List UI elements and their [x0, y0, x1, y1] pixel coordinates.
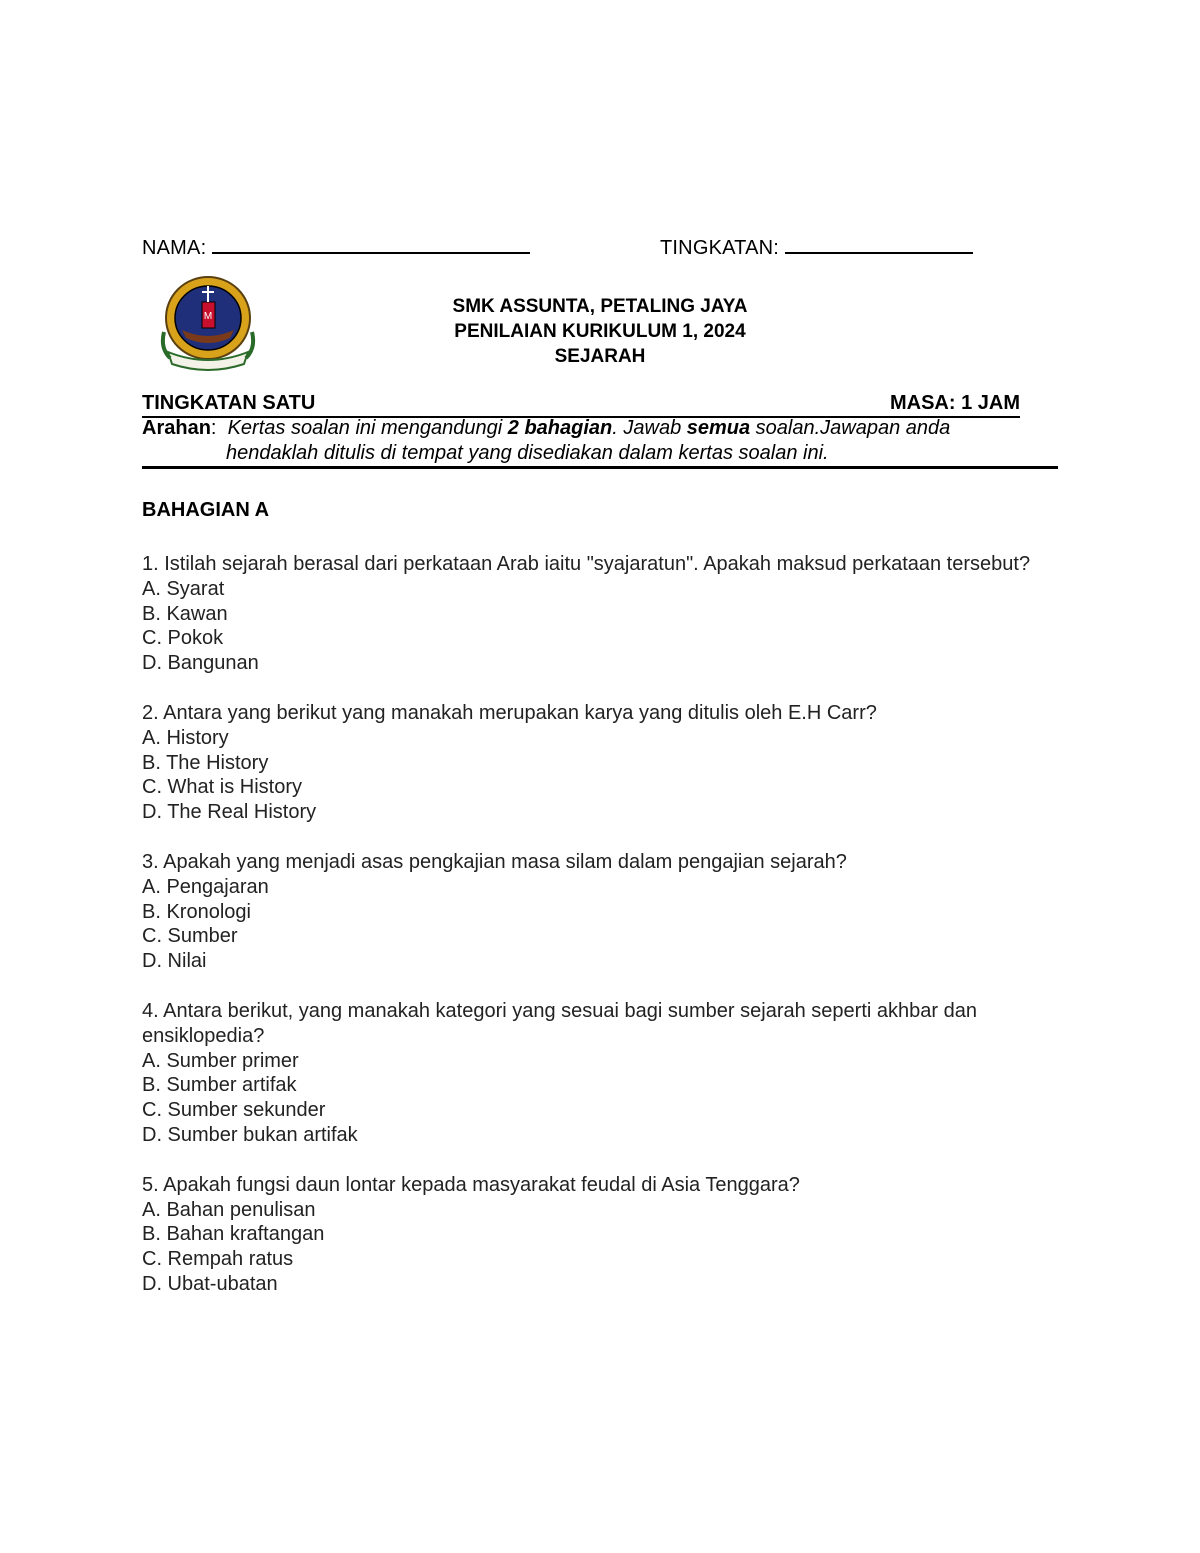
question-text: 2. Antara yang berikut yang manakah merupakan karya yang ditulis oleh E.H Carr? [142, 701, 877, 724]
svg-text:M: M [203, 311, 213, 322]
option-c[interactable]: C. Rempah ratus [142, 1248, 294, 1271]
exam-duration: MASA: 1 JAM [889, 392, 1020, 414]
tingkatan-field [660, 232, 973, 260]
option-a[interactable]: A. History [142, 726, 229, 749]
instructions-part2: . Jawab [612, 417, 687, 439]
header-divider [142, 466, 1058, 469]
option-a[interactable]: A. Pengajaran [142, 875, 269, 898]
option-c[interactable]: C. What is History [142, 776, 303, 799]
instructions [142, 416, 1042, 466]
exam-level: TINGKATAN SATU [142, 392, 316, 414]
question-5 [142, 1173, 1062, 1297]
option-d[interactable]: D. Nilai [142, 950, 207, 973]
exam-info-row [142, 392, 1020, 418]
section-title: BAHAGIAN A [142, 499, 270, 521]
option-d[interactable]: D. Sumber bukan artifak [142, 1123, 358, 1146]
option-b[interactable]: B. The History [142, 751, 269, 774]
question-3 [142, 850, 1062, 974]
option-c[interactable]: C. Pokok [142, 627, 224, 650]
option-a[interactable]: A. Syarat [142, 577, 225, 600]
option-a[interactable]: A. Bahan penulisan [142, 1198, 316, 1221]
subject-title: SEJARAH [554, 346, 646, 367]
question-1 [142, 552, 1062, 676]
question-text: 5. Apakah fungsi daun lontar kepada masyarakat feudal di Asia Tenggara? [142, 1173, 800, 1196]
question-text: 1. Istilah sejarah berasal dari perkataan Arab iaitu "syajaratun". Apakah maksud perkataan tersebut? [142, 553, 1031, 575]
nama-label: NAMA: [142, 237, 207, 259]
question-text: 4. Antara berikut, yang manakah kategori yang sesuai bagi sumber sejarah seperti akhbar dan ensiklopedia? [142, 999, 977, 1047]
option-a[interactable]: A. Sumber primer [142, 1049, 299, 1072]
option-c[interactable]: C. Sumber [142, 925, 238, 948]
tingkatan-label: TINGKATAN: [660, 237, 780, 259]
instructions-part1: Kertas soalan ini mengandungi [227, 417, 508, 439]
option-d[interactable]: D. Bangunan [142, 652, 259, 675]
instructions-line2: hendaklah ditulis di tempat yang disediakan dalam kertas soalan ini. [226, 442, 829, 464]
tingkatan-blank-line[interactable] [785, 232, 973, 254]
school-crest-logo-icon [160, 272, 256, 372]
option-c[interactable]: C. Sumber sekunder [142, 1099, 326, 1122]
instructions-bold2: semua [686, 417, 751, 439]
instructions-part3: soalan.Jawapan anda [750, 417, 951, 439]
instructions-colon: : [210, 417, 217, 439]
option-d[interactable]: D. Ubat-ubatan [142, 1272, 278, 1295]
instructions-bold1: 2 bahagian [507, 417, 613, 439]
school-heading [360, 294, 840, 369]
option-b[interactable]: B. Kawan [142, 602, 228, 625]
question-2 [142, 701, 1062, 825]
option-b[interactable]: B. Kronologi [142, 900, 251, 923]
question-text: 3. Apakah yang menjadi asas pengkajian masa silam dalam pengajian sejarah? [142, 850, 847, 873]
nama-field [142, 232, 530, 260]
option-b[interactable]: B. Bahan kraftangan [142, 1223, 325, 1246]
assessment-title: PENILAIAN KURIKULUM 1, 2024 [454, 321, 746, 342]
question-list [142, 552, 1062, 1322]
school-name: SMK ASSUNTA, PETALING JAYA [452, 296, 748, 317]
option-d[interactable]: D. The Real History [142, 801, 317, 824]
question-4 [142, 999, 1062, 1148]
nama-blank-line[interactable] [212, 232, 530, 254]
option-b[interactable]: B. Sumber artifak [142, 1074, 297, 1097]
instructions-label: Arahan [142, 417, 211, 439]
